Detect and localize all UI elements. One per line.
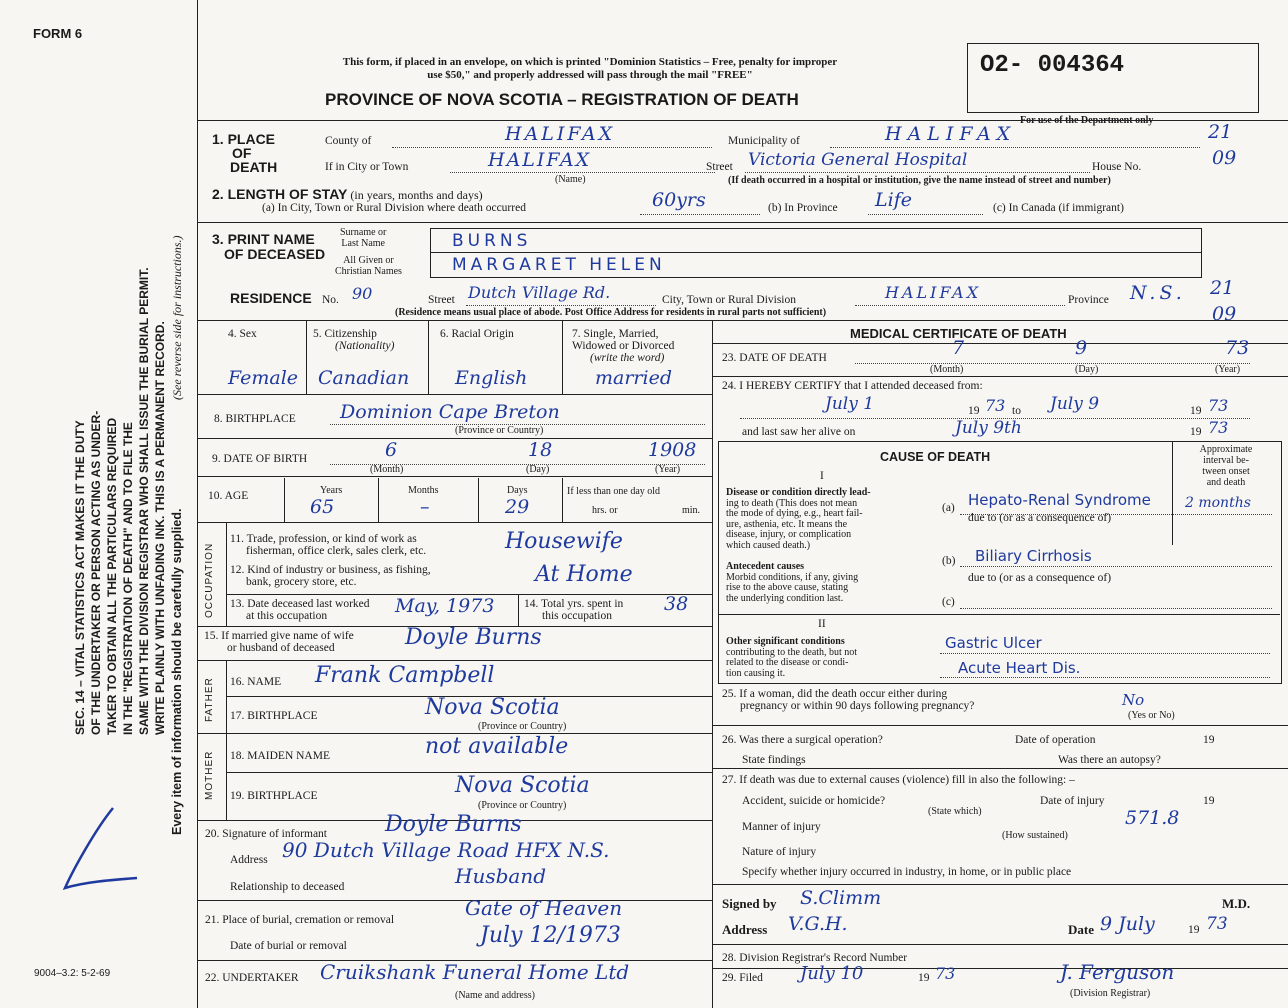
cause-a-prefix: (a) [942, 502, 955, 514]
total-years-value: 38 [664, 593, 689, 615]
rule [197, 394, 712, 395]
dept-mark: 21 [1208, 121, 1233, 143]
informant-rel-label: Relationship to deceased [230, 881, 345, 893]
center-divider [712, 320, 713, 1008]
rule [430, 252, 1202, 253]
age-years: 65 [310, 496, 335, 518]
dept-use-label: For use of the Department only [1020, 115, 1154, 126]
father-birthplace-value: Nova Scotia [425, 695, 560, 720]
q27-label: 27. If death was due to external causes (violence) fill in also the following: – [722, 774, 1075, 786]
rule [197, 222, 1288, 223]
attended-from: July 1 [825, 394, 875, 414]
hrs-label: hrs. or [592, 505, 618, 516]
residence-city-label: City, Town or Rural Division [662, 294, 797, 306]
reg-number-box [967, 43, 1259, 113]
dob-label: 9. DATE OF BIRTH [212, 453, 308, 465]
citizenship-label: 5. Citizenship (Nationality) [313, 328, 395, 352]
form-code: 9004–3.2: 5-2-69 [34, 968, 111, 979]
burial-date-label: Date of burial or removal [230, 940, 347, 952]
rule [712, 725, 1288, 726]
rule [197, 522, 712, 523]
hospital-note: (If death occurred in a hospital or institution, give the name instead of street and number) [728, 175, 1111, 186]
dod-day-note: (Day) [1075, 364, 1099, 375]
interval-label: Approximate interval be- tween onset and death [1199, 444, 1253, 488]
father-side-label: FATHER [204, 677, 215, 722]
trade-label: 11. Trade, profession, or kind of work as fisherman, office clerk, sales clerk, etc. [230, 533, 427, 557]
dob-month-note: (Month) [370, 464, 404, 475]
cause-a-value: Hepato-Renal Syndrome [968, 491, 1151, 509]
state-which-note: (State which) [928, 806, 982, 817]
q28-label: 28. Division Registrar's Record Number [722, 952, 908, 964]
specify-label: Specify whether injury occurred in industry, in home, or in public place [742, 866, 1072, 878]
rule [712, 376, 1288, 377]
residence-note: (Residence means usual place of abode. Post Office Address for residents in rural parts not sufficient) [395, 307, 827, 318]
date-year: 73 [1206, 914, 1228, 934]
dob-day: 18 [528, 439, 553, 461]
cause-b-prefix: (b) [942, 555, 956, 567]
due-to-label-b: due to (or as a consequence of) [968, 572, 1112, 584]
undertaker-label: 22. UNDERTAKER [205, 972, 299, 984]
rule [718, 614, 1280, 615]
address-label: Address [722, 922, 768, 937]
nature-label: Nature of injury [742, 846, 817, 858]
q26-label: 26. Was there a surgical operation? [722, 734, 883, 746]
dotline [450, 172, 715, 173]
rule [284, 478, 285, 522]
citizenship-value: Canadian [318, 367, 410, 389]
direct-cause-label: Disease or condition directly lead- ing to death (This does not mean the mode of dying, e.g., heart fail- ure, asthenia, etc. It means the disease, injury, or complication which caused death.) [726, 487, 871, 551]
date-label: Date [1068, 922, 1094, 937]
street-label: Street [706, 161, 733, 173]
left-border [197, 0, 198, 1008]
dotline [960, 608, 1272, 609]
manner-label: Manner of injury [742, 821, 821, 833]
date-value: 9 July [1100, 913, 1155, 935]
dob-year: 1908 [648, 439, 697, 461]
md-label: M.D. [1222, 896, 1251, 911]
county-label: County of [325, 135, 372, 147]
residence-prov: N.S. [1130, 282, 1186, 304]
date-year-prefix: 19 [1188, 924, 1200, 936]
mail-notice-line: This form, if placed in an envelope, on which is printed "Dominion Statistics – Free, penalty for improper [342, 56, 838, 68]
birthplace-value: Dominion Cape Breton [340, 401, 560, 423]
rule [197, 120, 1288, 121]
rule [197, 476, 712, 477]
dotline [940, 653, 1270, 654]
rule [562, 320, 563, 394]
city-label: If in City or Town [325, 161, 409, 173]
stay-a-label: (a) In City, Town or Rural Division where death occurred [262, 202, 526, 214]
stay-note: (in years, months and days) [350, 188, 483, 202]
min-label: min. [682, 505, 701, 516]
age-months-label: Months [408, 485, 439, 496]
rule [197, 660, 712, 661]
father-birthplace-label: 17. BIRTHPLACE [230, 710, 318, 722]
rule [712, 768, 1288, 769]
sex-label: 4. Sex [228, 328, 257, 340]
rule [378, 478, 379, 522]
operation-date-label: Date of operation [1015, 734, 1096, 746]
given-name-value: MARGARET HELEN [452, 255, 666, 275]
father-birthplace-note: (Province or Country) [478, 721, 567, 732]
dod-day: 9 [1075, 337, 1088, 359]
filed-year-prefix: 19 [918, 972, 930, 984]
rule [428, 320, 429, 394]
rule [197, 438, 712, 439]
dotline [830, 147, 1200, 148]
cause-b-value: Biliary Cirrhosis [975, 547, 1092, 565]
filed-year: 73 [935, 964, 956, 983]
rule [306, 320, 307, 394]
attended-to-year: 73 [1208, 396, 1229, 415]
q25-value: No [1122, 691, 1145, 709]
dotline [640, 214, 760, 215]
findings-label: State findings [742, 754, 806, 766]
sex-value: Female [228, 367, 299, 389]
mail-notice [260, 56, 920, 82]
rule [197, 320, 1288, 321]
roman-one: I [820, 470, 824, 482]
undertaker-note: (Name and address) [455, 990, 535, 1001]
signed-by-label: Signed by [722, 896, 777, 911]
attended-from-year-prefix: 19 [968, 405, 980, 417]
residence-city: HALIFAX [885, 283, 982, 302]
residence-street-label: Street [428, 294, 455, 306]
mail-notice-line: use $50," and properly addressed will pass through the mail "FREE" [427, 69, 753, 81]
autopsy-label: Was there an autopsy? [1058, 754, 1161, 766]
due-to-label: due to (or as a consequence of) [968, 512, 1112, 524]
last-saw-value: July 9th [955, 418, 1022, 438]
industry-value: At Home [535, 562, 633, 587]
rule [712, 884, 1288, 885]
dept-mark: 09 [1212, 147, 1237, 169]
residence-no-label: No. [322, 294, 339, 306]
page-title: PROVINCE OF NOVA SCOTIA – REGISTRATION OF DEATH [325, 90, 799, 109]
dod-month-note: (Month) [930, 364, 964, 375]
mother-birthplace-note: (Province or Country) [478, 800, 567, 811]
cause-c-prefix: (c) [942, 596, 955, 608]
dod-label: 23. DATE OF DEATH [722, 352, 827, 364]
rule [1172, 441, 1173, 545]
rule [562, 478, 563, 522]
stay-label: 2. LENGTH OF STAY [212, 186, 348, 202]
residence-label: RESIDENCE [230, 290, 312, 306]
rule [197, 900, 712, 901]
stay-a-value: 60yrs [652, 189, 706, 211]
how-sustained-note: (How sustained) [1002, 830, 1068, 841]
injury-year-prefix: 19 [1203, 795, 1215, 807]
municipality-label: Municipality of [728, 135, 800, 147]
last-saw-year: 73 [1208, 418, 1229, 437]
dotline [466, 305, 656, 306]
street-value: Victoria General Hospital [748, 150, 968, 170]
informant-rel-value: Husband [455, 864, 546, 888]
rule [712, 944, 1288, 945]
filed-value: July 10 [800, 963, 864, 984]
dotline [868, 214, 983, 215]
informant-sig-value: Doyle Burns [385, 812, 522, 837]
certify-label: 24. I HEREBY CERTIFY that I attended deceased from: [722, 380, 983, 392]
code-mark: 571.8 [1125, 807, 1180, 829]
dept-mark: 09 [1212, 303, 1237, 325]
stay-label-row [212, 186, 483, 203]
attended-from-year: 73 [985, 396, 1006, 415]
injury-date-label: Date of injury [1040, 795, 1105, 807]
surname-value: BURNS [452, 231, 532, 251]
municipality-value: HALIFAX [885, 123, 1017, 145]
dod-year-note: (Year) [1215, 364, 1241, 375]
last-worked-label: 13. Date deceased last worked at this occupation [230, 598, 370, 622]
dotline [745, 172, 1090, 173]
name-note: (Name) [555, 174, 586, 185]
dod-year: 73 [1225, 337, 1250, 359]
age-days-label: Days [507, 485, 528, 496]
stay-b-value: Life [875, 189, 912, 211]
place-label: 1. PLACE OF DEATH [212, 131, 278, 175]
attended-to-year-prefix: 19 [1190, 405, 1202, 417]
occupation-side-label: OCCUPATION [204, 542, 215, 618]
marital-value: married [595, 367, 672, 389]
surname-label: Surname or Last Name [340, 227, 387, 249]
informant-addr-label: Address [230, 854, 268, 866]
burial-date-value: July 12/1973 [480, 923, 621, 948]
sidebar-every-item: Every item of information should be carefully supplied. [170, 508, 184, 835]
mother-maiden-label: 18. MAIDEN NAME [230, 750, 330, 762]
informant-sig-label: 20. Signature of informant [205, 828, 328, 840]
address-value: V.G.H. [788, 913, 848, 935]
attended-to-label: to [1012, 405, 1021, 417]
other-conditions-label: Other significant conditions contributing to the death, but not related to the disease or condi- tion causing it. [726, 636, 858, 679]
racial-origin-value: English [455, 367, 528, 389]
rule [712, 968, 1288, 969]
sidebar-instructions: (See reverse side for instructions.) [170, 235, 184, 400]
dob-month: 6 [385, 439, 398, 461]
other-condition-2: Acute Heart Dis. [958, 659, 1081, 677]
racial-origin-label: 6. Racial Origin [440, 328, 514, 340]
stay-c-label: (c) In Canada (if immigrant) [993, 202, 1124, 214]
mother-maiden-value: not available [425, 734, 569, 759]
last-saw-year-prefix: 19 [1190, 426, 1202, 438]
age-years-label: Years [320, 485, 343, 496]
signed-by-value: S.Climm [800, 887, 882, 909]
attended-to: July 9 [1050, 394, 1100, 414]
cause-title: CAUSE OF DEATH [880, 450, 991, 464]
age-label: 10. AGE [208, 490, 249, 502]
registrar-signature: J. Ferguson [1060, 960, 1175, 984]
dob-year-note: (Year) [655, 464, 681, 475]
spouse-value: Doyle Burns [405, 625, 542, 650]
birthplace-label: 8. BIRTHPLACE [214, 413, 296, 425]
form-number: FORM 6 [33, 26, 83, 41]
birthplace-note: (Province or Country) [455, 425, 544, 436]
age-months: – [420, 496, 430, 518]
industry-label: 12. Kind of industry or business, as fishing, bank, grocery store, etc. [230, 564, 431, 588]
less-than-day-label: If less than one day old [567, 486, 661, 497]
residence-no: 90 [352, 284, 373, 303]
residence-street: Dutch Village Rd. [468, 283, 611, 302]
rule [478, 478, 479, 522]
given-name-label: All Given or Christian Names [335, 255, 402, 277]
dob-day-note: (Day) [526, 464, 550, 475]
burial-place-label: 21. Place of burial, cremation or removal [205, 914, 395, 926]
antecedent-label: Antecedent causes Morbid conditions, if any, giving rise to the above cause, stating the underlying condition last. [726, 561, 859, 604]
mother-birthplace-label: 19. BIRTHPLACE [230, 790, 318, 802]
stay-b-label: (b) In Province [768, 202, 838, 214]
house-label: House No. [1092, 161, 1142, 173]
mother-birthplace-value: Nova Scotia [455, 773, 590, 798]
trade-value: Housewife [505, 529, 623, 554]
rule [518, 594, 519, 626]
father-name-label: 16. NAME [230, 676, 282, 688]
age-days: 29 [505, 496, 530, 518]
roman-two: II [818, 618, 826, 630]
registrar-initial-mark [55, 800, 145, 900]
rule [226, 660, 227, 820]
last-saw-label: and last saw her alive on [742, 426, 856, 438]
cause-a-interval: 2 months [1185, 495, 1251, 511]
other-condition-1: Gastric Ulcer [945, 634, 1042, 652]
dotline [392, 147, 712, 148]
rule [226, 522, 227, 626]
county-value: HALIFAX [505, 123, 616, 145]
mother-side-label: MOTHER [204, 750, 215, 800]
filed-label: 29. Filed [722, 972, 763, 984]
city-value: HALIFAX [488, 149, 592, 171]
deceased-name-label: 3. PRINT NAME OF DECEASED [212, 231, 326, 262]
sidebar-act-text: SEC. 14 – VITAL STATISTICS ACT MAKES IT THE DUTY OF THE UNDERTAKER OR PERSON ACTING AS UNDER- TAKER TO OBTAIN ALL THE PARTICULARS REQUIRED IN THE "REGISTRATION OF DEATH" AND TO FILE THE SAME WITH THE DIVISION REGISTRAR WHO SHALL ISSUE THE BURIAL PERMIT. WRITE PLAINLY WITH UNFADING INK. THIS IS A PERMANENT RECORD. [73, 267, 167, 735]
dept-mark: 21 [1210, 277, 1235, 299]
undertaker-value: Cruikshank Funeral Home Ltd [320, 960, 630, 984]
burial-place-value: Gate of Heaven [465, 896, 623, 920]
residence-prov-label: Province [1068, 294, 1109, 306]
dod-month: 7 [952, 337, 965, 359]
spouse-label: 15. If married give name of wife or husband of deceased [204, 630, 354, 654]
registrar-note: (Division Registrar) [1070, 988, 1151, 999]
reg-number: O2- 004364 [980, 52, 1125, 79]
total-years-label: 14. Total yrs. spent in this occupation [524, 598, 624, 622]
q25-label: 25. If a woman, did the death occur either during pregnancy or within 90 days following pregnancy? [722, 688, 975, 712]
q25-note: (Yes or No) [1128, 710, 1175, 721]
rule [712, 343, 1288, 344]
dotline [855, 305, 1065, 306]
accident-label: Accident, suicide or homicide? [742, 795, 886, 807]
dotline [960, 566, 1272, 567]
marital-label: 7. Single, Married, Widowed or Divorced (write the word) [572, 328, 675, 364]
father-name-value: Frank Campbell [315, 663, 495, 688]
operation-year-prefix: 19 [1203, 734, 1215, 746]
dotline [855, 363, 1250, 364]
informant-addr-value: 90 Dutch Village Road HFX N.S. [282, 838, 610, 862]
last-worked-value: May, 1973 [395, 595, 495, 617]
medical-title: MEDICAL CERTIFICATE OF DEATH [850, 326, 1067, 341]
dotline [940, 677, 1270, 678]
